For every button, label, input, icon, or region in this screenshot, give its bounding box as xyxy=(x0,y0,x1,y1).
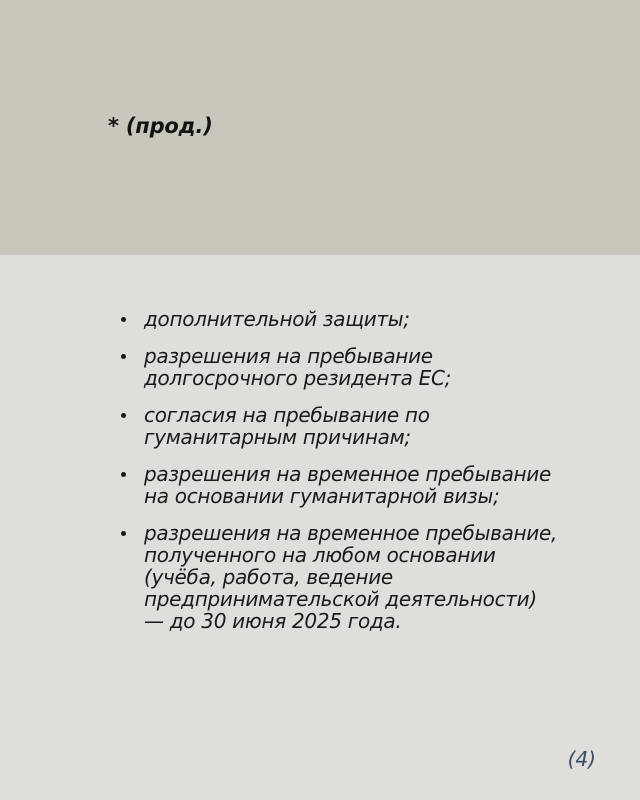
bullet-list xyxy=(118,308,558,647)
list-item-text: дополнительной защиты; xyxy=(144,307,410,331)
continued-heading: * (прод.) xyxy=(108,114,213,138)
list-item xyxy=(118,345,558,389)
list-item-text: разрешения на временное пребывание, полученного на любом основании (учёба, работа, ведение предпринимательской деятельности) — до 30 июня 2025 года. xyxy=(144,521,558,633)
list-item-text: разрешения на временное пребывание на основании гуманитарной визы; xyxy=(144,462,551,508)
list-item-text: согласия на пребывание по гуманитарным причинам; xyxy=(144,403,430,449)
bullet-icon xyxy=(121,531,126,536)
list-item xyxy=(118,463,558,507)
list-item xyxy=(118,404,558,448)
bullet-icon xyxy=(121,413,126,418)
page-number: (4) xyxy=(567,747,596,771)
bullet-icon xyxy=(121,317,126,322)
header-panel xyxy=(0,0,640,255)
list-item xyxy=(118,522,558,632)
bullet-icon xyxy=(121,354,126,359)
list-item-text: разрешения на пребывание долгосрочного резидента ЕС; xyxy=(144,344,452,390)
list-item xyxy=(118,308,558,330)
bullet-icon xyxy=(121,472,126,477)
